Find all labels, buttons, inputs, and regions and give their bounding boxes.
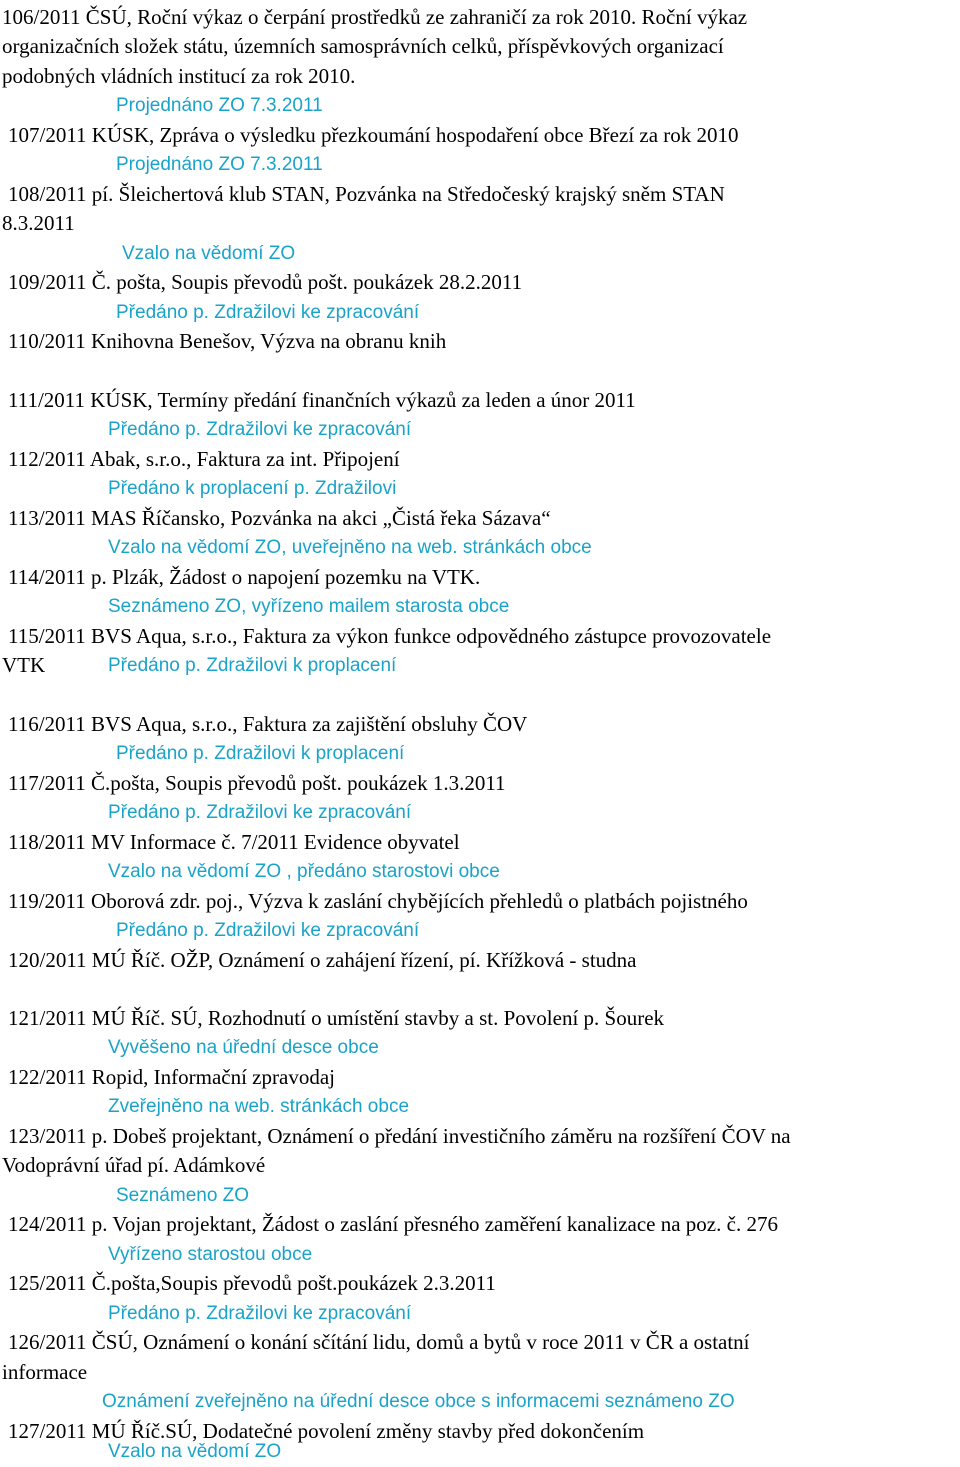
- entry-123-text: 123/2011 p. Dobeš projektant, Oznámení o předání investičního záměru na rozšíření ČOV na: [8, 1124, 791, 1148]
- entry-111-text: 111/2011 KÚSK, Termíny předání finančních výkazů za leden a únor 2011: [8, 388, 636, 412]
- entry-107-text: 107/2011 KÚSK, Zpráva o výsledku přezkoumání hospodaření obce Březí za rok 2010: [8, 123, 739, 147]
- entry-108-text-cont: 8.3.2011: [2, 211, 75, 235]
- entry-114-text: 114/2011 p. Plzák, Žádost o napojení pozemku na VTK.: [8, 565, 481, 589]
- entry-118-note: Vzalo na vědomí ZO , předáno starostovi obce: [108, 861, 500, 882]
- entry-125-note: Předáno p. Zdražilovi ke zpracování: [108, 1303, 412, 1324]
- entry-115-text: 115/2011 BVS Aqua, s.r.o., Faktura za výkon funkce odpovědného zástupce provozovatele: [8, 624, 772, 648]
- entry-113-text: 113/2011 MAS Říčansko, Pozvánka na akci „Čistá řeka Sázava“: [8, 506, 551, 530]
- entry-106-text-cont: organizačních složek státu, územních samosprávních celků, příspěvkových organizací: [2, 34, 724, 58]
- entry-110-text: 110/2011 Knihovna Benešov, Výzva na obranu knih: [8, 329, 447, 353]
- entry-117-note: Předáno p. Zdražilovi ke zpracování: [108, 802, 412, 823]
- entry-125-text: 125/2011 Č.pošta,Soupis převodů pošt.poukázek 2.3.2011: [8, 1271, 496, 1295]
- entry-113-note: Vzalo na vědomí ZO, uveřejněno na web. stránkách obce: [108, 537, 592, 558]
- entry-116-text: 116/2011 BVS Aqua, s.r.o., Faktura za zajištění obsluhy ČOV: [8, 712, 528, 736]
- entry-122-note: Zveřejněno na web. stránkách obce: [108, 1096, 410, 1117]
- entry-119-note: Předáno p. Zdražilovi ke zpracování: [116, 920, 420, 941]
- entry-120-text: 120/2011 MÚ Říč. OŽP, Oznámení o zahájení řízení, pí. Křížková - studna: [8, 948, 637, 972]
- entry-121-note: Vyvěšeno na úřední desce obce: [108, 1037, 379, 1058]
- entry-123-note: Seznámeno ZO: [116, 1185, 250, 1206]
- entry-115-note: Předáno p. Zdražilovi k proplacení: [108, 655, 397, 676]
- entry-122-text: 122/2011 Ropid, Informační zpravodaj: [8, 1065, 335, 1089]
- entry-108-text: 108/2011 pí. Šleichertová klub STAN, Pozvánka na Středočeský krajský sněm STAN: [8, 182, 725, 206]
- entry-127-text: 127/2011 MÚ Říč.SÚ, Dodatečné povolení změny stavby před dokončením: [8, 1419, 645, 1443]
- entry-108-note: Vzalo na vědomí ZO: [122, 243, 296, 264]
- entry-115-text-cont: VTK: [2, 653, 46, 677]
- entry-109-text: 109/2011 Č. pošta, Soupis převodů pošt. poukázek 28.2.2011: [8, 270, 523, 294]
- entry-111-note: Předáno p. Zdražilovi ke zpracování: [108, 419, 412, 440]
- entry-112-note: Předáno k proplacení p. Zdražilovi: [108, 478, 397, 499]
- entry-126-text: 126/2011 ČSÚ, Oznámení o konání sčítání lidu, domů a bytů v roce 2011 v ČR a ostatní: [8, 1330, 750, 1354]
- entry-106-note: Projednáno ZO 7.3.2011: [116, 95, 323, 116]
- entry-124-text: 124/2011 p. Vojan projektant, Žádost o zaslání přesného zaměření kanalizace na poz. č. 276: [8, 1212, 778, 1236]
- entry-126-note: Oznámení zveřejněno na úřední desce obce s informacemi seznámeno ZO: [102, 1391, 735, 1412]
- entry-118-text: 118/2011 MV Informace č. 7/2011 Evidence obyvatel: [8, 830, 460, 854]
- entry-126-text-cont: informace: [2, 1360, 88, 1384]
- entry-112-text: 112/2011 Abak, s.r.o., Faktura za int. Připojení: [8, 447, 400, 471]
- entry-119-text: 119/2011 Oborová zdr. poj., Výzva k zaslání chybějících přehledů o platbách pojistného: [8, 889, 748, 913]
- entry-124-note: Vyřízeno starostou obce: [108, 1244, 313, 1265]
- entry-109-note: Předáno p. Zdražilovi ke zpracování: [116, 302, 420, 323]
- entry-116-note: Předáno p. Zdražilovi k proplacení: [116, 743, 405, 764]
- entry-106-text: 106/2011 ČSÚ, Roční výkaz o čerpání prostředků ze zahraničí za rok 2010. Roční výkaz: [2, 5, 748, 29]
- entry-121-text: 121/2011 MÚ Říč. SÚ, Rozhodnutí o umístění stavby a st. Povolení p. Šourek: [8, 1006, 665, 1030]
- entry-107-note: Projednáno ZO 7.3.2011: [116, 154, 323, 175]
- entry-117-text: 117/2011 Č.pošta, Soupis převodů pošt. poukázek 1.3.2011: [8, 771, 506, 795]
- entry-123-text-cont: Vodoprávní úřad pí. Adámkové: [2, 1153, 266, 1177]
- entry-106-text-cont: podobných vládních institucí za rok 2010.: [2, 64, 356, 88]
- entry-127-note: Vzalo na vědomí ZO: [108, 1441, 282, 1462]
- entry-114-note: Seznámeno ZO, vyřízeno mailem starosta obce: [108, 596, 510, 617]
